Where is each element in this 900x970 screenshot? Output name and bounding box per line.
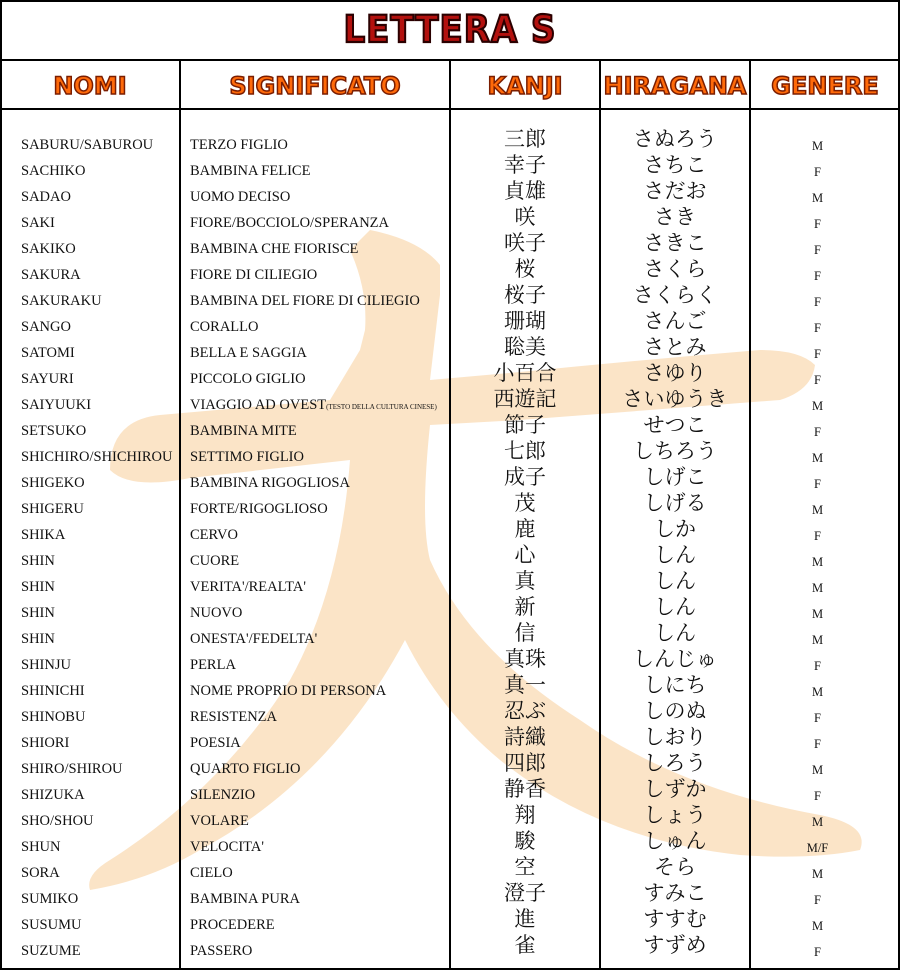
- hiragana-cell: しげこ: [643, 465, 707, 489]
- name-cell: SABURU/SABUROU: [21, 137, 154, 153]
- name-cell: SHINICHI: [21, 683, 85, 699]
- meaning-cell: [190, 704, 277, 730]
- meaning-cell: [190, 496, 328, 522]
- gender-cell: F: [814, 269, 821, 283]
- meaning-text: TERZO FIGLIO: [190, 137, 288, 153]
- name-cell: SHIZUKA: [21, 787, 85, 803]
- name-cell: SAIYUUKI: [21, 397, 92, 413]
- meaning-cell: [190, 314, 258, 340]
- gender-cell: F: [814, 295, 821, 309]
- gender-cell: M: [811, 685, 824, 699]
- name-cell: SAYURI: [21, 371, 74, 387]
- kanji-cell: 静香: [504, 777, 546, 801]
- name-cell: SHIRO/SHIROU: [21, 761, 123, 777]
- name-cell: SHIGERU: [21, 501, 84, 517]
- gender-cell: F: [814, 425, 821, 439]
- header-significato: [180, 62, 450, 110]
- name-cell: SETSUKO: [21, 423, 87, 439]
- meaning-cell: [190, 626, 317, 652]
- hiragana-cell: せつこ: [643, 413, 707, 437]
- meaning-text: ONESTA'/FEDELTA': [190, 631, 318, 647]
- hiragana-cell: さだお: [643, 179, 707, 203]
- name-cell: SUZUME: [21, 943, 81, 959]
- hiragana-cell: しょう: [643, 803, 707, 827]
- header-kanji: [450, 62, 600, 110]
- meaning-text: POESIA: [190, 735, 241, 751]
- meaning-text: VIAGGIO AD OVEST: [190, 397, 327, 413]
- name-cell: SADAO: [21, 189, 71, 205]
- meaning-text: VERITA'/REALTA': [190, 579, 306, 595]
- kanji-cell: 珊瑚: [504, 309, 546, 333]
- meaning-cell: [190, 444, 304, 470]
- name-cell: SHIN: [21, 553, 55, 569]
- gender-cell: M: [811, 451, 824, 465]
- kanji-cell: 詩織: [504, 725, 546, 749]
- name-cell: SACHIKO: [21, 163, 86, 179]
- hiragana-cell: さぬろう: [633, 127, 717, 151]
- gender-cell: F: [814, 737, 821, 751]
- meaning-text: VELOCITA': [190, 839, 264, 855]
- meaning-text: NUOVO: [190, 605, 243, 621]
- name-cell: SAKURAKU: [21, 293, 102, 309]
- gender-cell: F: [814, 945, 821, 959]
- hiragana-cell: さちこ: [643, 153, 707, 177]
- kanji-cell: 新: [514, 595, 536, 619]
- gender-cell: M/F: [806, 841, 829, 855]
- kanji-cell: 空: [514, 855, 536, 879]
- name-cell: SAKURA: [21, 267, 81, 283]
- gender-cell: F: [814, 529, 821, 543]
- header-kanji-label: KANJI: [487, 72, 563, 100]
- kanji-cell: 四郎: [504, 751, 546, 775]
- gender-cell: M: [811, 139, 824, 153]
- gender-cell: M: [811, 191, 824, 205]
- name-cell: SUMIKO: [21, 891, 79, 907]
- gender-cell: F: [814, 243, 821, 257]
- meaning-cell: [190, 938, 252, 964]
- kanji-cell: 心: [514, 543, 536, 567]
- kanji-cell: 幸子: [504, 153, 546, 177]
- meaning-text: BAMBINA MITE: [190, 423, 297, 439]
- meaning-cell: [190, 236, 358, 262]
- hiragana-cell: さくらく: [633, 283, 717, 307]
- kanji-cell: 節子: [504, 413, 546, 437]
- page-title: [0, 0, 900, 60]
- hiragana-cell: すすむ: [643, 907, 707, 931]
- name-cell: SATOMI: [21, 345, 75, 361]
- meaning-cell: [190, 574, 306, 600]
- names-table-body: [0, 127, 900, 962]
- kanji-cell: 咲: [514, 205, 536, 229]
- name-cell: SAKIKO: [21, 241, 76, 257]
- name-cell: SANGO: [21, 319, 71, 335]
- kanji-cell: 翔: [514, 803, 536, 827]
- gender-cell: M: [811, 815, 824, 829]
- meaning-text: CUORE: [190, 553, 240, 569]
- header-genere: [750, 62, 900, 110]
- meaning-cell: [190, 366, 306, 392]
- hiragana-cell: しゅん: [643, 829, 707, 853]
- meaning-text: BELLA E SAGGIA: [190, 345, 307, 361]
- meaning-text: PROCEDERE: [190, 917, 275, 933]
- header-nomi-label: NOMI: [53, 72, 127, 100]
- kanji-cell: 雀: [514, 933, 536, 957]
- page-title-text: LETTERA S: [343, 8, 557, 52]
- hiragana-cell: さきこ: [643, 231, 707, 255]
- gender-cell: M: [811, 581, 824, 595]
- meaning-text: NOME PROPRIO DI PERSONA: [190, 683, 387, 699]
- gender-cell: M: [811, 867, 824, 881]
- kanji-cell: 進: [514, 907, 536, 931]
- header-significato-label: SIGNIFICATO: [229, 72, 401, 100]
- gender-cell: M: [811, 503, 824, 517]
- gender-cell: F: [814, 477, 821, 491]
- kanji-cell: 小百合: [493, 361, 557, 385]
- table-row: [0, 933, 900, 962]
- gender-cell: F: [814, 789, 821, 803]
- name-cell: SHIORI: [21, 735, 70, 751]
- hiragana-cell: しげる: [643, 491, 707, 515]
- meaning-cell: [190, 834, 264, 860]
- meaning-text: BAMBINA FELICE: [190, 163, 311, 179]
- meaning-text: QUARTO FIGLIO: [190, 761, 301, 777]
- meaning-cell: [190, 548, 239, 574]
- name-cell: SHUN: [21, 839, 61, 855]
- hiragana-cell: しん: [654, 569, 696, 593]
- kanji-cell: 桜子: [504, 283, 546, 307]
- header-hiragana: [600, 62, 750, 110]
- meaning-text: RESISTENZA: [190, 709, 277, 725]
- hiragana-cell: しんじゅ: [633, 647, 717, 671]
- meaning-cell: [190, 522, 238, 548]
- name-cell: SHIN: [21, 631, 55, 647]
- meaning-text: CORALLO: [190, 319, 259, 335]
- kanji-cell: 貞雄: [504, 179, 546, 203]
- meaning-cell: [190, 210, 389, 236]
- kanji-cell: 三郎: [504, 127, 546, 151]
- hiragana-cell: そら: [654, 855, 696, 879]
- meaning-text: BAMBINA PURA: [190, 891, 300, 907]
- meaning-cell: [190, 756, 300, 782]
- header-nomi: [0, 62, 180, 110]
- hiragana-cell: さんご: [643, 309, 707, 333]
- hiragana-cell: しん: [654, 621, 696, 645]
- kanji-cell: 桜: [514, 257, 536, 281]
- hiragana-cell: しか: [654, 517, 696, 541]
- meaning-cell: [190, 860, 233, 886]
- hiragana-cell: しおり: [643, 725, 707, 749]
- kanji-cell: 西遊記: [493, 387, 557, 411]
- gender-cell: F: [814, 165, 821, 179]
- gender-cell: M: [811, 763, 824, 777]
- meaning-cell: [190, 340, 307, 366]
- name-cell: SAKI: [21, 215, 55, 231]
- meaning-text: FIORE/BOCCIOLO/SPERANZA: [190, 215, 389, 231]
- gender-cell: M: [811, 399, 824, 413]
- meaning-cell: [190, 808, 249, 834]
- kanji-cell: 七郎: [504, 439, 546, 463]
- meaning-cell: [190, 392, 437, 418]
- kanji-cell: 咲子: [504, 231, 546, 255]
- meaning-text: SETTIMO FIGLIO: [190, 449, 304, 465]
- name-cell: SHIKA: [21, 527, 66, 543]
- meaning-note: (TESTO DELLA CULTURA CINESE): [326, 403, 437, 411]
- hiragana-cell: すみこ: [643, 881, 707, 905]
- meaning-cell: [190, 678, 386, 704]
- header-hiragana-label: HIRAGANA: [603, 72, 747, 100]
- meaning-text: PICCOLO GIGLIO: [190, 371, 306, 387]
- name-cell: SHIN: [21, 579, 55, 595]
- hiragana-cell: しずか: [643, 777, 707, 801]
- hiragana-cell: さとみ: [643, 335, 707, 359]
- hiragana-cell: さいゆうき: [622, 387, 728, 411]
- gender-cell: F: [814, 347, 821, 361]
- name-cell: SHINJU: [21, 657, 71, 673]
- meaning-cell: [190, 600, 242, 626]
- gender-cell: F: [814, 321, 821, 335]
- kanji-cell: 駿: [514, 829, 536, 853]
- kanji-cell: 真珠: [504, 647, 546, 671]
- meaning-cell: [190, 470, 350, 496]
- gender-cell: F: [814, 659, 821, 673]
- meaning-cell: [190, 730, 241, 756]
- meaning-text: BAMBINA DEL FIORE DI CILIEGIO: [190, 293, 420, 309]
- meaning-cell: [190, 184, 290, 210]
- meaning-text: BAMBINA RIGOGLIOSA: [190, 475, 350, 491]
- name-cell: SORA: [21, 865, 60, 881]
- meaning-text: PASSERO: [190, 943, 253, 959]
- meaning-text: BAMBINA CHE FIORISCE: [190, 241, 359, 257]
- name-cell: SHICHIRO/SHICHIROU: [21, 449, 173, 465]
- name-cell: SHO/SHOU: [21, 813, 94, 829]
- name-cell: SHINOBU: [21, 709, 86, 725]
- meaning-cell: [190, 782, 255, 808]
- hiragana-cell: すずめ: [643, 933, 707, 957]
- hiragana-cell: しのぬ: [643, 699, 707, 723]
- gender-cell: M: [811, 919, 824, 933]
- meaning-cell: [190, 288, 420, 314]
- meaning-cell: [190, 158, 310, 184]
- meaning-cell: [190, 418, 297, 444]
- meaning-text: FORTE/RIGOGLIOSO: [190, 501, 328, 517]
- kanji-cell: 真: [514, 569, 536, 593]
- hiragana-cell: しん: [654, 543, 696, 567]
- hiragana-cell: しちろう: [633, 439, 717, 463]
- gender-cell: F: [814, 893, 821, 907]
- header-genere-label: GENERE: [771, 72, 879, 100]
- meaning-cell: [190, 912, 275, 938]
- meaning-text: UOMO DECISO: [190, 189, 291, 205]
- meaning-text: CERVO: [190, 527, 238, 543]
- meaning-cell: [190, 652, 236, 678]
- meaning-cell: [190, 262, 317, 288]
- meaning-text: FIORE DI CILIEGIO: [190, 267, 318, 283]
- meaning-text: VOLARE: [190, 813, 249, 829]
- name-cell: SUSUMU: [21, 917, 82, 933]
- kanji-cell: 成子: [504, 465, 546, 489]
- gender-cell: M: [811, 633, 824, 647]
- hiragana-cell: しん: [654, 595, 696, 619]
- kanji-cell: 茂: [514, 491, 536, 515]
- hiragana-cell: さき: [654, 205, 696, 229]
- hiragana-cell: さくら: [643, 257, 707, 281]
- gender-cell: F: [814, 711, 821, 725]
- name-cell: SHIN: [21, 605, 55, 621]
- hiragana-cell: しろう: [643, 751, 707, 775]
- kanji-cell: 忍ぶ: [504, 699, 546, 723]
- gender-cell: M: [811, 555, 824, 569]
- kanji-cell: 真一: [504, 673, 546, 697]
- hiragana-cell: しにち: [643, 673, 707, 697]
- kanji-cell: 鹿: [514, 517, 536, 541]
- meaning-text: PERLA: [190, 657, 236, 673]
- meaning-text: SILENZIO: [190, 787, 256, 803]
- kanji-cell: 澄子: [504, 881, 546, 905]
- gender-cell: F: [814, 217, 821, 231]
- name-cell: SHIGEKO: [21, 475, 85, 491]
- meaning-text: CIELO: [190, 865, 233, 881]
- meaning-cell: [190, 886, 300, 912]
- meaning-cell: [190, 132, 288, 158]
- kanji-cell: 聡美: [504, 335, 546, 359]
- hiragana-cell: さゆり: [643, 361, 707, 385]
- kanji-cell: 信: [514, 621, 536, 645]
- gender-cell: F: [814, 373, 821, 387]
- gender-cell: M: [811, 607, 824, 621]
